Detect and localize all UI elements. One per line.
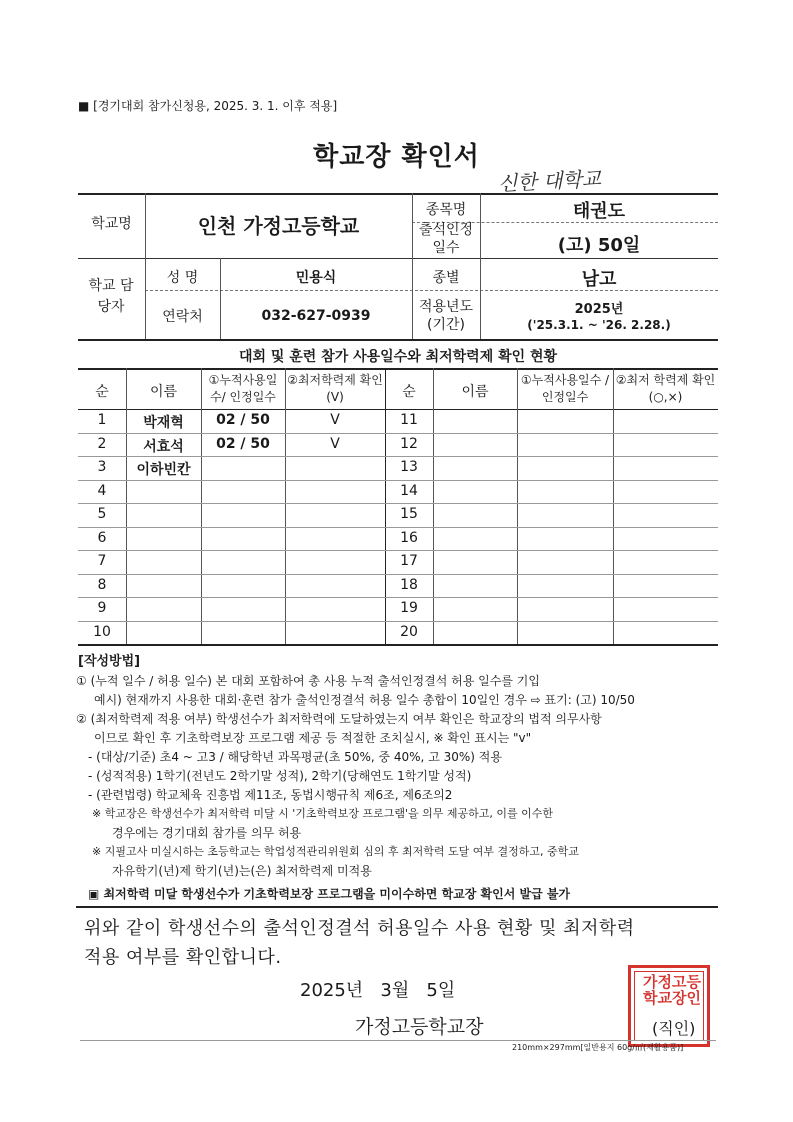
- student-days: 02 / 50: [216, 412, 270, 428]
- type-label: 종별: [432, 270, 460, 286]
- col-header-no-right: 순: [402, 384, 416, 400]
- instruction-line: ※ 학교장은 학생선수가 최저학력 미달 시 '기초학력보장 프로그램'을 의무 제공하고, 이를 이수한: [92, 807, 554, 820]
- row-number-right: 15: [400, 506, 418, 522]
- table-row-divider: [78, 480, 718, 481]
- instructions-bottom-border: [76, 906, 718, 908]
- type-value: 남고: [581, 269, 617, 290]
- student-name: 서효석: [143, 438, 184, 455]
- table-col-line: [517, 368, 518, 644]
- col-header-no: 순: [95, 384, 109, 400]
- row-number: 8: [97, 576, 107, 593]
- year-label: 적용년도 (기간): [418, 299, 474, 333]
- contact-name-value: 민용식: [295, 270, 337, 286]
- confirm-line-1: 위와 같이 학생선수의 출석인정결석 허용일수 사용 현황 및 최저학력: [84, 918, 635, 939]
- year-value: 2025년: [574, 302, 624, 317]
- student-name: 박재혁: [143, 415, 184, 431]
- table-row-divider: [78, 433, 718, 434]
- student-check: V: [330, 435, 340, 452]
- instruction-line: - (성적적용) 1학기(전년도 2학기말 성적), 2학기(당해연도 1학기말 성적): [88, 769, 472, 783]
- table-row-divider: [78, 550, 718, 551]
- table-row-divider: [78, 574, 718, 575]
- row-number: 2: [97, 435, 107, 452]
- table-col-line: [433, 368, 434, 644]
- instruction-line: ① (누적 일수 / 허용 일수) 본 대회 포함하여 총 사용 누적 출석인정결석 허용 일수를 기입: [76, 674, 540, 688]
- row-number: 4: [97, 482, 107, 499]
- row-number: 1: [97, 412, 107, 428]
- table-header-border: [78, 409, 718, 410]
- handwritten-note: 신한 대학교: [497, 166, 602, 196]
- table-row-divider: [78, 503, 718, 504]
- col-header-days-right: ①누적사용일수 /인정일수: [520, 373, 610, 404]
- col-header-check: ②최저학력제 확인(V): [287, 373, 383, 404]
- table-row-divider: [78, 597, 718, 598]
- row-number-right: 13: [400, 459, 418, 475]
- row-number-right: 11: [400, 412, 418, 428]
- row-number: 9: [97, 600, 107, 616]
- seal-label: (직인): [652, 1019, 696, 1038]
- instruction-line: 경우에는 경기대회 참가를 의무 허용: [112, 826, 302, 840]
- row-number-right: 19: [400, 600, 418, 616]
- instruction-line: 이므로 확인 후 기초학력보장 프로그램 제공 등 적절한 조치실시, ※ 확인 표시는 "v": [94, 731, 532, 745]
- row-number: 10: [93, 623, 111, 640]
- signer-name: 가정고등학교장: [355, 1016, 484, 1038]
- table-col-line: [285, 368, 286, 644]
- table-row-divider: [78, 621, 718, 622]
- date: 2025년 3월 5일: [300, 980, 456, 1001]
- contact-phone-label: 연락처: [162, 309, 203, 325]
- row-number-right: 20: [400, 623, 418, 640]
- instruction-line: - (관련법령) 학교체육 진흥법 제11조, 동법시행규칙 제6조, 제6조의2: [88, 788, 453, 802]
- info-table-top-border: [78, 193, 718, 195]
- table-row-divider: [78, 527, 718, 528]
- period-value: ('25.3.1. ~ '26. 2.28.): [527, 318, 671, 332]
- row-number: 6: [97, 529, 107, 546]
- school-name-value: 인천 가정고등학교: [197, 214, 360, 238]
- row-number: 7: [97, 553, 107, 569]
- attendance-label: 출석인정 일수: [418, 222, 474, 256]
- row-number-right: 17: [400, 553, 418, 569]
- header-note: ■ [경기대회 참가신청용, 2025. 3. 1. 이후 적용]: [78, 99, 338, 113]
- row-number-right: 16: [400, 529, 418, 546]
- page-title: 학교장 확인서: [313, 142, 480, 172]
- row-number: 3: [97, 459, 107, 475]
- instruction-line: 자유학기(년)제 학기(년)는(은) 최저학력제 미적용: [112, 864, 372, 878]
- instruction-line: 예시) 현재까지 사용한 대회·훈련 참가 출석인정결석 허용 일수 총합이 10일인 경우 ⇨ 표기: (고) 10/50: [94, 693, 635, 707]
- col-header-name-right: 이름: [461, 384, 489, 400]
- contact-name-label: 성 명: [166, 270, 199, 286]
- table-bottom-border: [78, 644, 718, 646]
- school-name-label: 학교명: [91, 216, 132, 232]
- instruction-line: ② (최저학력제 적용 여부) 학생선수가 최저학력에 도달하였는지 여부 확인은 학교장의 법적 의무사항: [76, 712, 602, 726]
- row-number-right: 14: [400, 482, 418, 499]
- table-top-border: [78, 368, 718, 370]
- footer-line: [80, 1040, 716, 1041]
- col-header-name: 이름: [149, 384, 178, 400]
- col-header-days: ①누적사용일수/ 인정일수: [208, 373, 278, 404]
- table-col-line: [201, 368, 202, 644]
- info-table-bottom-border: [78, 339, 718, 341]
- student-days: 02 / 50: [216, 435, 270, 452]
- row-number-right: 12: [400, 435, 418, 452]
- confirm-line-2: 적용 여부를 확인합니다.: [84, 947, 282, 968]
- student-check: V: [330, 412, 340, 428]
- student-name: 이하빈칸: [136, 462, 191, 478]
- section-title: 대회 및 훈련 참가 사용일수와 최저학력제 확인 현황: [238, 349, 558, 365]
- contact-phone-value: 032-627-0939: [261, 308, 371, 324]
- table-row-divider: [78, 456, 718, 457]
- attendance-value: (고) 50일: [557, 235, 641, 256]
- table-col-line: [126, 368, 127, 644]
- table-col-line: [613, 368, 614, 644]
- seal-text: 가정고등학교장인: [643, 974, 701, 1007]
- contact-group-label: 학교 담당자: [88, 278, 134, 315]
- col-header-check-right: ②최저 학력제 확인(○,×): [615, 373, 716, 404]
- sport-value: 태권도: [572, 201, 626, 222]
- instruction-line: - (대상/기준) 초4 ~ 고3 / 해당학년 과목평균(초 50%, 중 40%, 고 30%) 적용: [88, 750, 502, 764]
- instructions-heading: [작성방법]: [78, 654, 141, 669]
- row-number: 5: [97, 506, 107, 522]
- warning-note: ▣ 최저학력 미달 학생선수가 기초학력보장 프로그램을 미이수하면 학교장 확인서 발급 불가: [88, 887, 571, 901]
- row-number-right: 18: [400, 576, 418, 593]
- sport-label: 종목명: [425, 202, 467, 218]
- info-row-divider: [78, 258, 718, 259]
- paper-spec: 210mm×297mm[일반용지 60g/㎡(재활용품)]: [512, 1043, 684, 1052]
- instruction-line: ※ 지필고사 미실시하는 초등학교는 학업성적관리위원회 심의 후 최저학력 도달 여부 결정하고, 중학교: [92, 845, 579, 858]
